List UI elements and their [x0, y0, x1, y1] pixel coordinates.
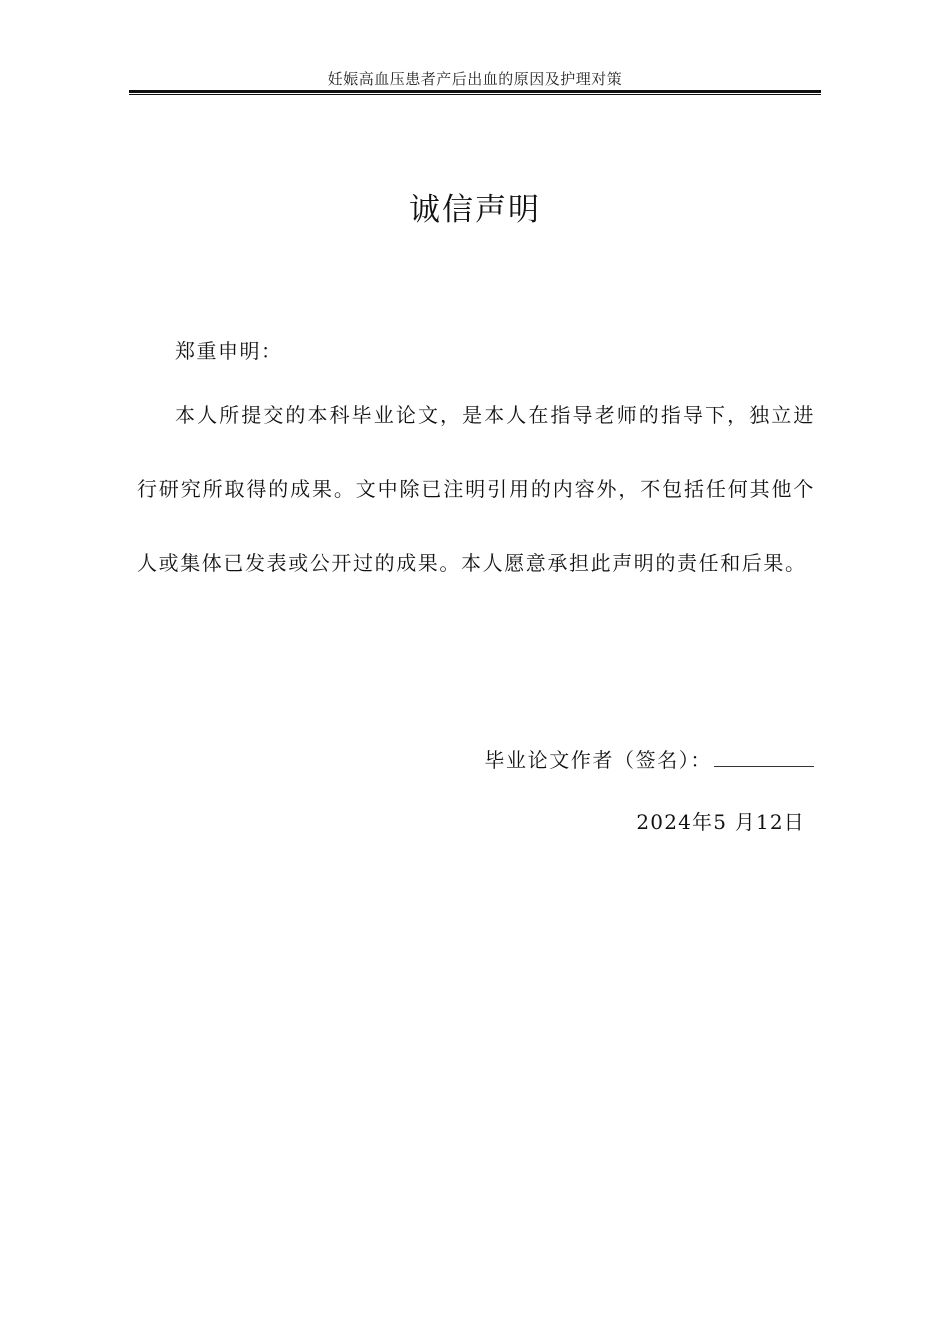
signature-label: 毕业论文作者（签名）： — [484, 748, 712, 772]
running-header: 妊娠高血压患者产后出血的原因及护理对策 — [327, 70, 623, 88]
header-rule-thick — [129, 90, 821, 93]
header-rule-thin — [129, 94, 821, 95]
signature-date: 2024年5 月12日 — [636, 810, 805, 834]
salutation: 郑重申明： — [175, 339, 283, 363]
declaration-paragraph: 本人所提交的本科毕业论文，是本人在指导老师的指导下，独立进行研究所取得的成果。文中除已注明引用的内容外，不包括任何其他个人或集体已发表或公开过的成果。本人愿意承担此声明的责任和后果。 — [137, 403, 815, 575]
page-title: 诚信声明 — [409, 192, 541, 228]
signature-blank[interactable] — [714, 746, 814, 767]
signature-line — [484, 744, 814, 776]
